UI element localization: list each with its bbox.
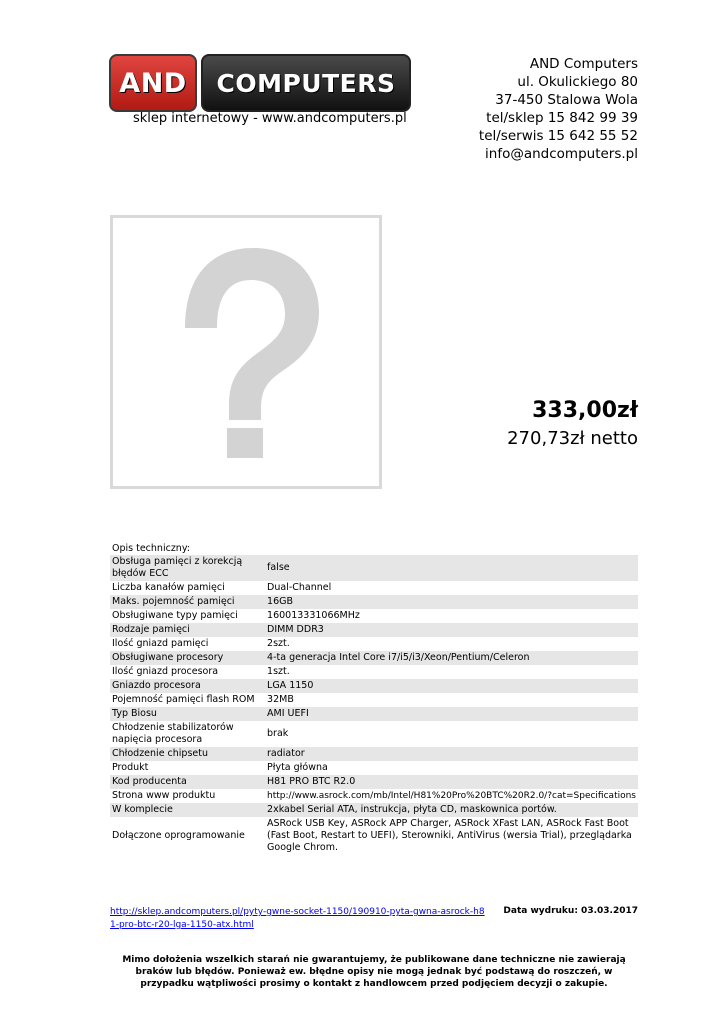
spec-label: Strona www produktu: [110, 789, 265, 803]
spec-value: brak: [265, 721, 638, 747]
spec-value: http://www.asrock.com/mb/Intel/H81%20Pro%20BTC%20R2.0/?cat=Specifications: [267, 791, 636, 801]
spec-label: Rodzaje pamięci: [110, 623, 265, 637]
table-row: [110, 747, 638, 761]
logo-computers-block: [201, 54, 411, 112]
spec-label: Dołączone oprogramowanie: [110, 817, 265, 855]
shop-tagline: sklep internetowy - www.andcomputers.pl: [133, 111, 407, 126]
logo-and-text: AND: [119, 67, 187, 99]
company-logo: [109, 54, 411, 112]
table-row: [110, 623, 638, 637]
company-city: 37-450 Stalowa Wola: [495, 92, 638, 108]
spec-label: Chłodzenie stabilizatorów napięcia procesora: [110, 721, 265, 747]
spec-value: Płyta główna: [265, 761, 638, 775]
table-row: [110, 817, 638, 855]
spec-value: Dual-Channel: [265, 581, 638, 595]
logo-computers-text: COMPUTERS: [216, 68, 396, 98]
table-row: [110, 609, 638, 623]
spec-value: AMI UEFI: [265, 707, 638, 721]
table-row: [110, 761, 638, 775]
service-phone: tel/serwis 15 642 55 52: [478, 128, 638, 144]
spec-value: 4-ta generacja Intel Core i7/i5/i3/Xeon/Pentium/Celeron: [265, 651, 638, 665]
spec-value: false: [265, 555, 638, 581]
spec-label: W komplecie: [110, 803, 265, 817]
spec-label: Chłodzenie chipsetu: [110, 747, 265, 761]
spec-value: H81 PRO BTC R2.0: [265, 775, 638, 789]
table-row: [110, 707, 638, 721]
disclaimer: Mimo dołożenia wszelkich starań nie gwarantujemy, że publikowane dane techniczne nie zawierają braków lub błędów. Ponieważ ew. błędne opisy nie mogą jednak być podstawą do roszczeń, w przypadku wątpliwości prosimy o kontakt z handlowcem przed podjęciem decyzji o zakupie.: [122, 955, 626, 989]
price-gross: 333,00zł: [532, 398, 638, 423]
spec-value: 1szt.: [265, 665, 638, 679]
spec-label: Typ Biosu: [110, 707, 265, 721]
table-row: [110, 581, 638, 595]
table-row: [110, 803, 638, 817]
spec-value: 160013331066MHz: [265, 609, 638, 623]
shop-phone: tel/sklep 15 842 99 39: [486, 110, 638, 126]
spec-label: Obsługa pamięci z korekcją błędów ECC: [110, 555, 265, 581]
spec-label: Maks. pojemność pamięci: [110, 595, 265, 609]
table-row: [110, 789, 638, 803]
spec-label: Obsługiwane procesory: [110, 651, 265, 665]
spec-label: Liczba kanałów pamięci: [110, 581, 265, 595]
table-row: [110, 721, 638, 747]
table-row: [110, 637, 638, 651]
table-row: [110, 595, 638, 609]
spec-value: 32MB: [265, 693, 638, 707]
specs-title: Opis techniczny:: [112, 543, 190, 554]
contact-block: [479, 55, 638, 163]
spec-value: 16GB: [265, 595, 638, 609]
contact-email: info@andcomputers.pl: [485, 146, 638, 162]
company-street: ul. Okulickiego 80: [517, 74, 638, 90]
company-name: AND Computers: [529, 56, 638, 72]
specs-table: [110, 555, 638, 855]
table-row: [110, 679, 638, 693]
spec-value: 2szt.: [265, 637, 638, 651]
spec-value: DIMM DDR3: [265, 623, 638, 637]
table-row: [110, 555, 638, 581]
spec-value: 2xkabel Serial ATA, instrukcja, płyta CD, maskownica portów.: [265, 803, 638, 817]
spec-value: radiator: [265, 747, 638, 761]
table-row: [110, 665, 638, 679]
spec-label: Kod producenta: [110, 775, 265, 789]
print-date: Data wydruku: 03.03.2017: [503, 906, 638, 916]
table-row: [110, 693, 638, 707]
table-row: [110, 651, 638, 665]
logo-and-block: [109, 54, 197, 112]
table-row: [110, 775, 638, 789]
spec-value: LGA 1150: [265, 679, 638, 693]
spec-label: Ilość gniazd procesora: [110, 665, 265, 679]
spec-label: Ilość gniazd pamięci: [110, 637, 265, 651]
spec-label: Pojemność pamięci flash ROM: [110, 693, 265, 707]
question-mark-icon: [113, 218, 379, 486]
product-url-link[interactable]: http://sklep.andcomputers.pl/pyty-gwne-socket-1150/190910-pyta-gwna-asrock-h81-pro-btc-r20-lga-1150-atx.html: [110, 907, 485, 930]
product-image-placeholder: [110, 215, 382, 489]
spec-label: Obsługiwane typy pamięci: [110, 609, 265, 623]
price-net: 270,73zł netto: [507, 428, 638, 449]
spec-label: Gniazdo procesora: [110, 679, 265, 693]
spec-label: Produkt: [110, 761, 265, 775]
spec-value: ASRock USB Key, ASRock APP Charger, ASRock XFast LAN, ASRock Fast Boot (Fast Boot, Restart to UEFI), Sterowniki, AntiVirus (wersia Trial), przeglądarka Google Chrom.: [265, 817, 638, 855]
